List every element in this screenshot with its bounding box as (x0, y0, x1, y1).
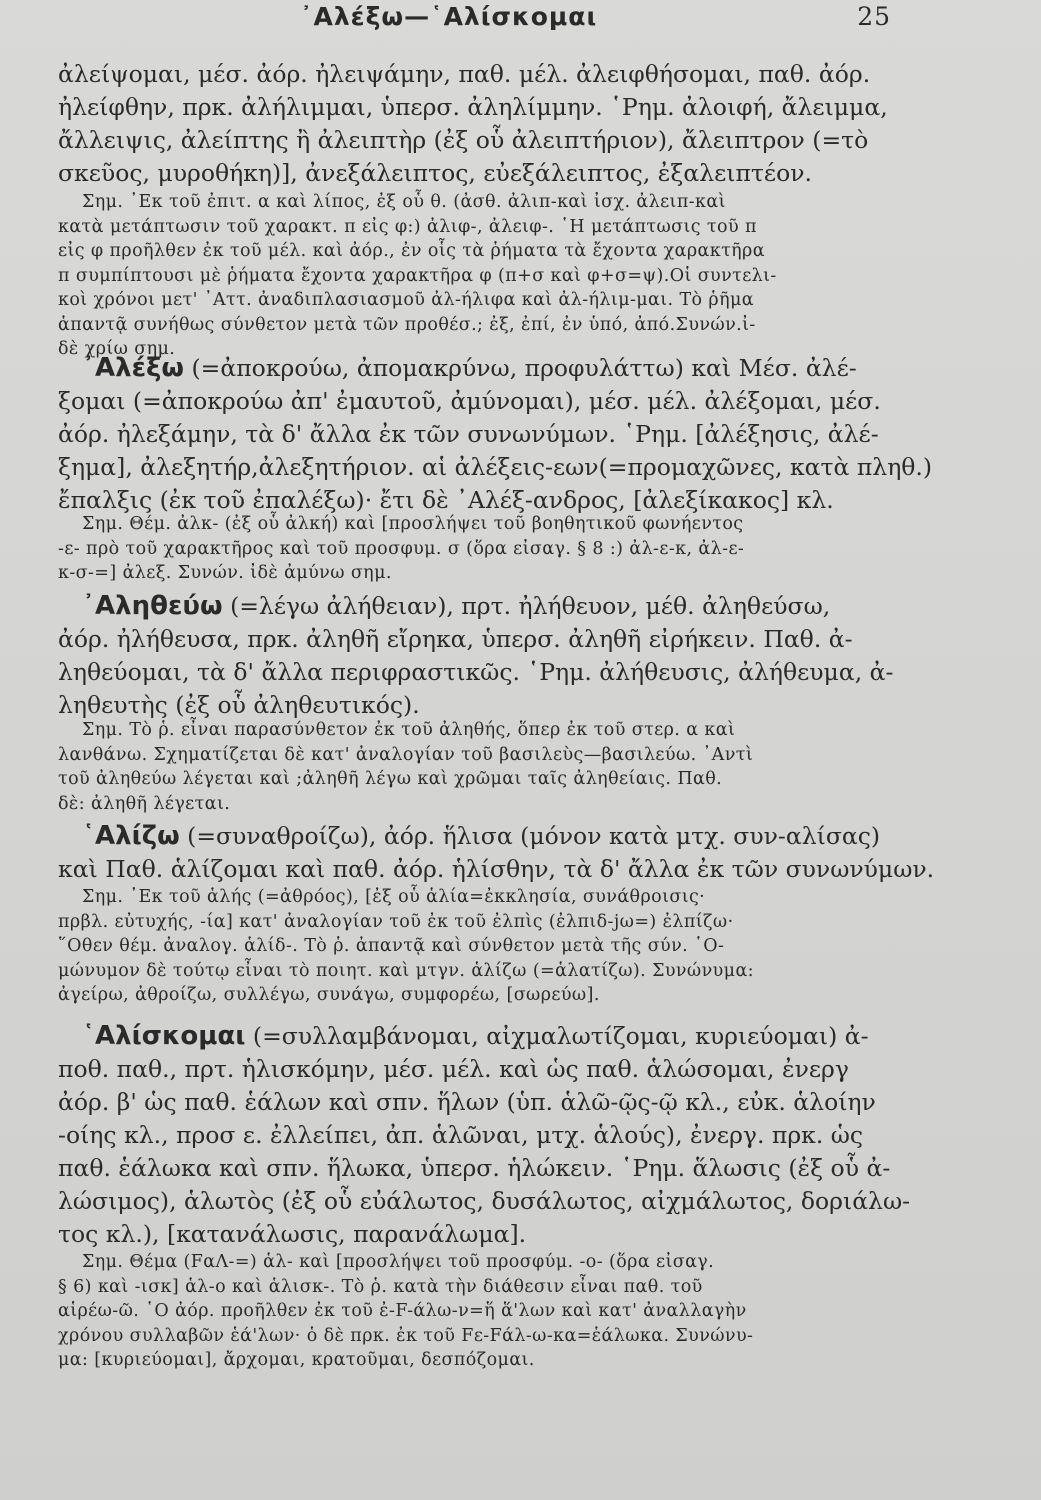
entry-line: ἀόρ. β' ὡς παθ. ἑάλων καὶ σπν. ἥλων (ὑπ. ἁλῶ-ῷς-ῷ κλ., εὐκ. ἁλοίην (58, 1088, 876, 1116)
entry-line: (=ἀποκρούω, ἀπομακρύνω, προφυλάττω) καὶ Μέσ. ἀλέ- (191, 354, 857, 382)
entry-line: ἀόρ. ἠλήθευσα, πρκ. ἀληθῆ εἴρηκα, ὑπερσ. ἀληθῆ εἰρήκειν. Παθ. ἀ- (58, 625, 853, 653)
note-line: Σημ. Θέμ. ἀλκ- (ἐξ οὗ ἀλκή) καὶ [προσλήψει τοῦ βοηθητικοῦ φωνήεντος (82, 514, 744, 534)
note-line: χρόνου συλλαβῶν ἑά'λων· ὁ δὲ πρκ. ἐκ τοῦ Fε-Fάλ-ω-κα=ἑάλωκα. Συνώνυ- (58, 1325, 754, 1346)
note-line: Σημ. ᾿Εκ τοῦ ἐπιτ. α καὶ λίπος, ἐξ οὗ θ. (ἀσθ. ἀλιπ-καὶ ἰσχ. ἀλειπ-καὶ (82, 192, 726, 212)
note-line: -ε- πρὸ τοῦ χαρακτῆρος καὶ τοῦ προσφυμ. σ (ὅρα εἰσαγ. § 8 :) ἀλ-ε-κ, ἀλ-ε- (58, 538, 745, 559)
note-line: Σημ. ᾿Εκ τοῦ ἁλής (=ἀθρόος), [ἐξ οὗ ἁλία=ἐκκλησία, συνάθροισις· (82, 887, 706, 907)
note-line: § 6) καὶ -ισκ] ἁλ-ο καὶ ἁλισκ-. Τὸ ῥ. κατὰ τὴν διάθεσιν εἶναι παθ. τοῦ (58, 1276, 703, 1297)
entry-aletheuo (58, 590, 953, 722)
entry-note (58, 1250, 953, 1373)
page-number: 25 (857, 2, 891, 31)
entry-line: -οίης κλ., προσ ε. ἐλλείπει, ἀπ. ἁλῶναι, μτχ. ἁλούς), ἐνεργ. πρκ. ὡς (58, 1121, 864, 1149)
entry-line: ληθευτὴς (ἐξ οὗ ἀληθευτικός). (58, 691, 420, 719)
entry-aleiphо-continuation (58, 58, 953, 190)
running-header-title: ᾿Αλέξω—῾Αλίσκομαι (300, 2, 598, 31)
entry-note (58, 512, 953, 586)
entry-haliskomai (58, 1020, 953, 1251)
entry-line: τος κλ.), [κατανάλωσις, παρανάλωμα]. (58, 1220, 527, 1248)
entry-line: (=συλλαμβάνομαι, αἰχμαλωτίζομαι, κυριεύομαι) ἀ- (252, 1022, 869, 1050)
entry-line: σκεῦος, μυροθήκη)], ἀνεξάλειπτος, εὐεξάλειπτος, ἐξαλειπτέον. (58, 159, 813, 187)
headword: ῾Αλίζω (82, 821, 180, 851)
note-line: ἀγείρω, ἀθροίζω, συλλέγω, συνάγω, συμφορέω, [σωρεύω]. (58, 985, 600, 1005)
note-line: δὲ: ἀληθῆ λέγεται. (58, 793, 231, 814)
entry-line: ξημα], ἀλεξητήρ,ἀλεξητήριον. αἱ ἀλέξεις-εων(=προμαχῶνες, κατὰ πληθ.) (58, 453, 933, 481)
note-line: εἰς φ προῆλθεν ἐκ τοῦ μέλ. καὶ ἀόρ., ἐν οἷς τὰ ῥήματα τὰ ἔχοντα χαρακτῆρα (58, 241, 765, 261)
note-line: δὲ χρίω σημ. (58, 339, 176, 359)
entry-line: λώσιμος), ἁλωτὸς (ἐξ οὗ εὐάλωτος, δυσάλωτος, αἰχμάλωτος, δοριάλω- (58, 1187, 911, 1215)
note-line: π συμπίπτουσι μὲ ῥήματα ἔχοντα χαρακτῆρα φ (π+σ καὶ φ+σ=ψ).Οἱ συντελι- (58, 265, 777, 286)
entry-note (58, 718, 953, 816)
entry-line: (=λέγω ἀλήθειαν), πρτ. ἠλήθευον, μέθ. ἀληθεύσω, (230, 592, 831, 620)
note-line: κατὰ μετάπτωσιν τοῦ χαρακτ. π εἰς φ:) ἀλιφ-, ἀλειφ-. ῾Η μετάπτωσις τοῦ π (58, 216, 757, 237)
entry-line: ἔπαλξις (ἐκ τοῦ ἐπαλέξω)· ἔτι δὲ ᾿Αλέξ-ανδρος, [ἀλεξίκακος] κλ. (58, 486, 834, 514)
headword: ῾Αλίσκομαι (82, 1021, 246, 1051)
note-line: ἁπαντᾷ συνήθως σύνθετον μετὰ τῶν προθέσ.; ἐξ, ἐπί, ἐν ὑπό, ἀπό.Συνών.ἰ- (58, 314, 756, 335)
entry-halizo (58, 820, 953, 886)
entry-line: (=συναθροίζω), ἀόρ. ἥλισα (μόνον κατὰ μτχ. συν-αλίσας) (187, 822, 881, 850)
note-line: αἱρέω-ῶ. ῾Ο ἀόρ. προῆλθεν ἐκ τοῦ ἐ-F-άλω-ν=ἥ ἅ'λων καὶ κατ' ἀναλλαγὴν (58, 1301, 747, 1321)
entry-note (58, 885, 953, 1008)
note-line: Σημ. Θέμα (FαΛ-=) ἁλ- καὶ [προσλήψει τοῦ προσφύμ. -ο- (ὅρα εἰσαγ. (82, 1252, 715, 1272)
entry-line: ποθ. παθ., πρτ. ἡλισκόμην, μέσ. μέλ. καὶ ὡς παθ. ἁλώσομαι, ἐνεργ (58, 1055, 849, 1083)
entry-line: παθ. ἑάλωκα καὶ σπν. ἥλωκα, ὑπερσ. ἡλώκειν. ῾Ρημ. ἅλωσις (ἐξ οὗ ἀ- (58, 1154, 891, 1182)
note-line: ῞Οθεν θέμ. ἀναλογ. ἁλίδ-. Τὸ ῥ. ἀπαντᾷ καὶ σύνθετον μετὰ τῆς σύν. ῾Ο- (58, 936, 725, 956)
note-line: κοὶ χρόνοι μετ' ᾿Αττ. ἀναδιπλασιασμοῦ ἀλ-ήλιφα καὶ ἀλ-ήλιμ-μαι. Τὸ ῥῆμα (58, 290, 754, 310)
note-line: πρβλ. εὐτυχής, -ία] κατ' ἀναλογίαν τοῦ ἐκ τοῦ ἐλπὶς (ἐλπιδ-jω=) ἐλπίζω· (58, 911, 734, 932)
entry-line: καὶ Παθ. ἁλίζομαι καὶ παθ. ἀόρ. ἡλίσθην, τὰ δ' ἄλλα ἐκ τῶν συνωνύμων. (58, 855, 935, 883)
note-line: λανθάνω. Σχηματίζεται δὲ κατ' ἀναλογίαν τοῦ βασιλεὺς—βασιλεύω. ᾿Αντὶ (58, 744, 754, 765)
note-line: κ-σ-=] ἀλεξ. Συνών. ἰδὲ ἀμύνω σημ. (58, 563, 392, 583)
entry-line: ξομαι (=ἀποκρούω ἀπ' ἐμαυτοῦ, ἀμύνομαι), μέσ. μέλ. ἀλέξομαι, μέσ. (58, 387, 881, 415)
headword: ᾿Αληθεύω (82, 591, 223, 621)
note-line: Σημ. Τὸ ῥ. εἶναι παρασύνθετον ἐκ τοῦ ἀληθής, ὅπερ ἐκ τοῦ στερ. α καὶ (82, 720, 736, 740)
entry-line: ἠλείφθην, πρκ. ἀλήλιμμαι, ὑπερσ. ἀληλίμμην. ῾Ρημ. ἀλοιφή, ἄλειμμα, (58, 93, 888, 121)
note-line: μα: [κυριεύομαι], ἄρχομαι, κρατοῦμαι, δεσπόζομαι. (58, 1350, 535, 1370)
entry-line: ἄλλειψις, ἀλείπτης ἢ ἀλειπτὴρ (ἐξ οὗ ἀλειπτήριον), ἄλειπτρον (=τὸ (58, 126, 869, 154)
entry-note (58, 190, 953, 362)
entry-line: ληθεύομαι, τὰ δ' ἄλλα περιφραστικῶς. ῾Ρημ. ἀλήθευσις, ἀλήθευμα, ἀ- (58, 658, 894, 686)
running-header (300, 2, 891, 36)
headword: ᾿Αλέξω (82, 353, 185, 383)
entry-alexo (58, 352, 953, 517)
note-line: μώνυμον δὲ τούτῳ εἶναι τὸ ποιητ. καὶ μτγν. ἁλίζω (=ἁλατίζω). Συνώνυμα: (58, 960, 754, 981)
entry-line: ἀόρ. ἠλεξάμην, τὰ δ' ἄλλα ἐκ τῶν συνωνύμων. ῾Ρημ. [ἀλέξησις, ἀλέ- (58, 420, 879, 448)
note-line: τοῦ ἀληθεύω λέγεται καὶ ;ἀληθῆ λέγω καὶ χρῶμαι ταῖς ἀληθείαις. Παθ. (58, 769, 723, 789)
entry-line: ἀλείψομαι, μέσ. ἀόρ. ἠλειψάμην, παθ. μέλ. ἀλειφθήσομαι, παθ. ἀόρ. (58, 60, 871, 88)
